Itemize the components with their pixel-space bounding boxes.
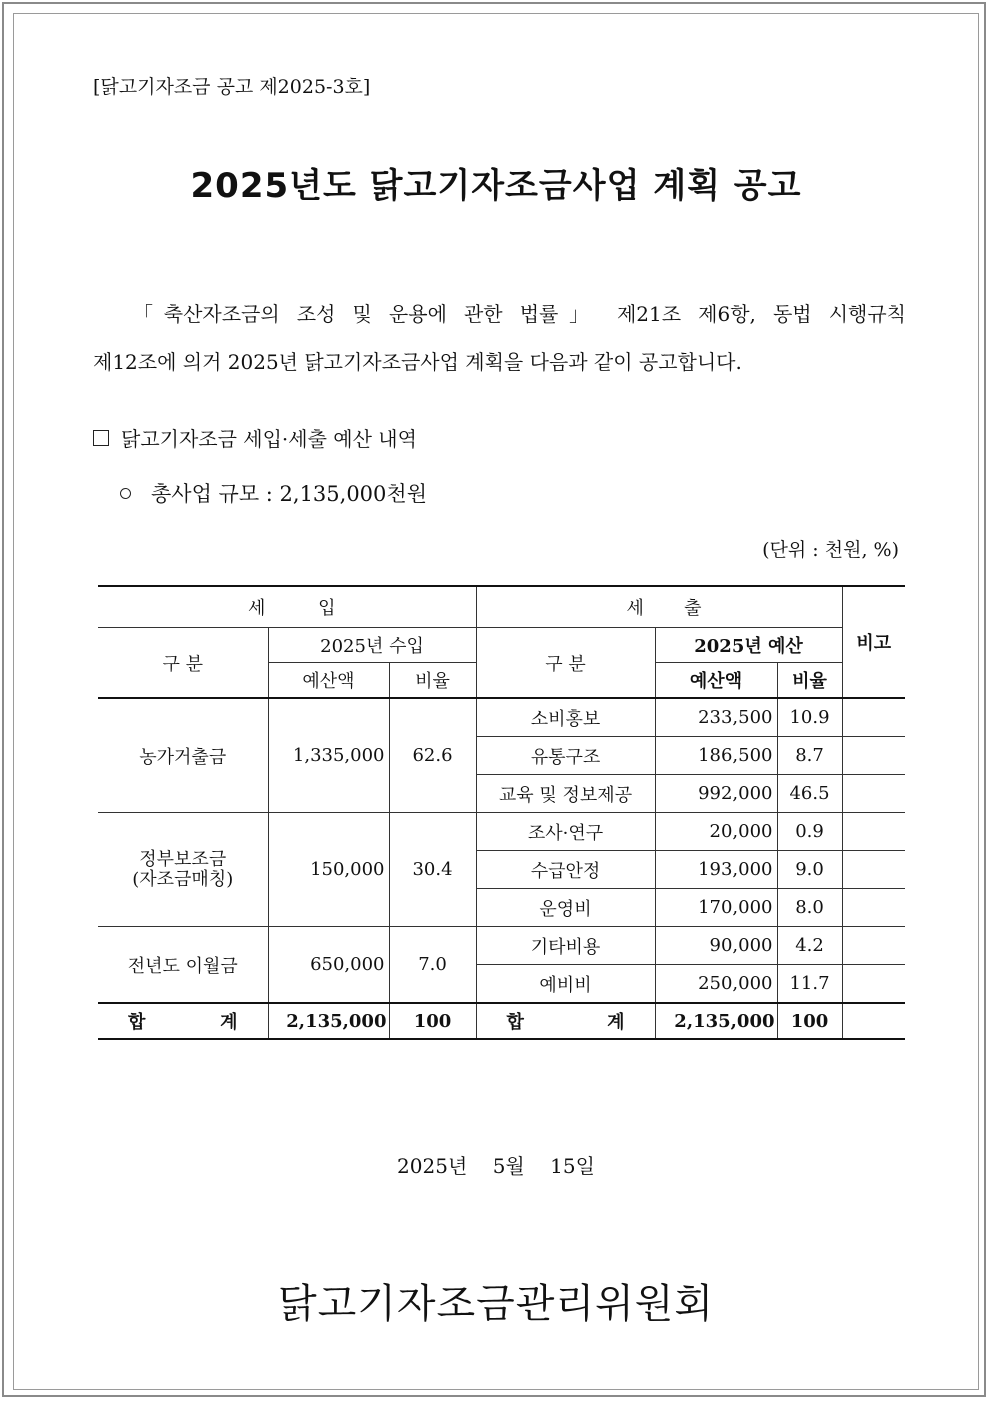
revenue-category-cell bbox=[98, 813, 268, 927]
expense-ratio-cell: 9.0 bbox=[777, 851, 842, 889]
section-heading bbox=[93, 423, 417, 452]
table-row bbox=[98, 698, 905, 737]
document-title: 2025년도 닭고기자조금사업 계획 공고 bbox=[190, 166, 802, 206]
note-cell bbox=[842, 775, 905, 813]
expense-ratio-header: 비율 bbox=[777, 663, 842, 699]
revenue-header bbox=[98, 586, 476, 628]
expense-category-cell: 예비비 bbox=[476, 965, 655, 1004]
table-row bbox=[98, 813, 905, 851]
committee-name: 닭고기자조금관리위원회 bbox=[277, 1281, 715, 1327]
revenue-ratio-header: 비율 bbox=[389, 663, 476, 699]
label-part: 합 bbox=[506, 1012, 524, 1033]
expense-category-header: 구 분 bbox=[476, 628, 655, 699]
revenue-category-text: 정부보조금 (자조금매칭) bbox=[132, 848, 234, 890]
expense-category-cell: 기타비용 bbox=[476, 927, 655, 965]
intro-line-2: 제12조에 의거 2025년 닭고기자조금사업 계획을 다음과 같이 공고합니다. bbox=[93, 350, 742, 374]
expense-year-header: 2025년 예산 bbox=[655, 628, 842, 663]
table-header-row-1 bbox=[98, 586, 905, 628]
expense-ratio-cell: 11.7 bbox=[777, 965, 842, 1004]
expense-category-cell: 소비홍보 bbox=[476, 698, 655, 737]
expense-amount-cell: 186,500 bbox=[655, 737, 777, 775]
expense-category-cell: 수급안정 bbox=[476, 851, 655, 889]
note-cell bbox=[842, 889, 905, 927]
revenue-amount-cell: 650,000 bbox=[268, 927, 389, 1004]
notice-number: [닭고기자조금 공고 제2025-3호] bbox=[93, 76, 371, 98]
unit-note: (단위 : 천원, %) bbox=[762, 539, 899, 561]
label-part: 출 bbox=[684, 598, 702, 619]
expense-category-cell: 조사·연구 bbox=[476, 813, 655, 851]
revenue-amount-cell: 150,000 bbox=[268, 813, 389, 927]
note-header: 비고 bbox=[842, 586, 905, 698]
section-heading-text: 닭고기자조금 세입·세출 예산 내역 bbox=[121, 427, 417, 451]
expense-category-cell: 운영비 bbox=[476, 889, 655, 927]
revenue-total-label bbox=[98, 1003, 268, 1039]
expense-amount-cell: 20,000 bbox=[655, 813, 777, 851]
expense-ratio-cell: 4.2 bbox=[777, 927, 842, 965]
note-cell bbox=[842, 813, 905, 851]
note-cell bbox=[842, 737, 905, 775]
expense-header bbox=[476, 586, 842, 628]
expense-category-cell: 유통구조 bbox=[476, 737, 655, 775]
expense-amount-cell: 170,000 bbox=[655, 889, 777, 927]
expense-ratio-cell: 10.9 bbox=[777, 698, 842, 737]
expense-category-cell: 교육 및 정보제공 bbox=[476, 775, 655, 813]
total-row bbox=[98, 1003, 905, 1039]
note-cell bbox=[842, 927, 905, 965]
budget-table bbox=[98, 585, 905, 1040]
notice-date: 2025년 5월 15일 bbox=[397, 1154, 595, 1178]
checkbox-square-icon bbox=[93, 430, 109, 446]
expense-total-ratio: 100 bbox=[777, 1003, 842, 1039]
label-part: 세 bbox=[626, 598, 644, 619]
expense-ratio-cell: 8.0 bbox=[777, 889, 842, 927]
note-cell bbox=[842, 851, 905, 889]
intro-paragraph bbox=[93, 290, 906, 386]
revenue-category-cell: 농가거출금 bbox=[98, 698, 268, 813]
expense-amount-cell: 250,000 bbox=[655, 965, 777, 1004]
revenue-total-amount: 2,135,000 bbox=[268, 1003, 389, 1039]
expense-ratio-cell: 46.5 bbox=[777, 775, 842, 813]
expense-total-amount: 2,135,000 bbox=[655, 1003, 777, 1039]
label-part: 세 bbox=[248, 598, 266, 619]
label-part: 입 bbox=[318, 598, 336, 619]
note-cell bbox=[842, 1003, 905, 1039]
revenue-category-cell: 전년도 이월금 bbox=[98, 927, 268, 1004]
note-cell bbox=[842, 698, 905, 737]
total-scale-text: 총사업 규모 : 2,135,000천원 bbox=[151, 482, 427, 506]
expense-amount-header: 예산액 bbox=[655, 663, 777, 699]
expense-ratio-cell: 8.7 bbox=[777, 737, 842, 775]
expense-ratio-cell: 0.9 bbox=[777, 813, 842, 851]
expense-amount-cell: 992,000 bbox=[655, 775, 777, 813]
revenue-category-header: 구 분 bbox=[98, 628, 268, 699]
expense-amount-cell: 193,000 bbox=[655, 851, 777, 889]
label-part: 계 bbox=[607, 1012, 625, 1033]
table-row bbox=[98, 927, 905, 965]
expense-total-label bbox=[476, 1003, 655, 1039]
revenue-amount-cell: 1,335,000 bbox=[268, 698, 389, 813]
revenue-ratio-cell: 62.6 bbox=[389, 698, 476, 813]
revenue-ratio-cell: 30.4 bbox=[389, 813, 476, 927]
circle-bullet-icon bbox=[120, 488, 131, 499]
expense-amount-cell: 90,000 bbox=[655, 927, 777, 965]
revenue-amount-header: 예산액 bbox=[268, 663, 389, 699]
label-part: 계 bbox=[220, 1012, 238, 1033]
table-header-row-2 bbox=[98, 628, 905, 663]
expense-amount-cell: 233,500 bbox=[655, 698, 777, 737]
label-part: 합 bbox=[128, 1012, 146, 1033]
revenue-ratio-cell: 7.0 bbox=[389, 927, 476, 1004]
revenue-year-header: 2025년 수입 bbox=[268, 628, 476, 663]
revenue-total-ratio: 100 bbox=[389, 1003, 476, 1039]
intro-line-1: 「축산자조금의 조성 및 운용에 관한 법률」 제21조 제6항, 동법 시행규칙 bbox=[133, 302, 906, 326]
note-cell bbox=[842, 965, 905, 1004]
total-scale-line bbox=[120, 478, 427, 508]
